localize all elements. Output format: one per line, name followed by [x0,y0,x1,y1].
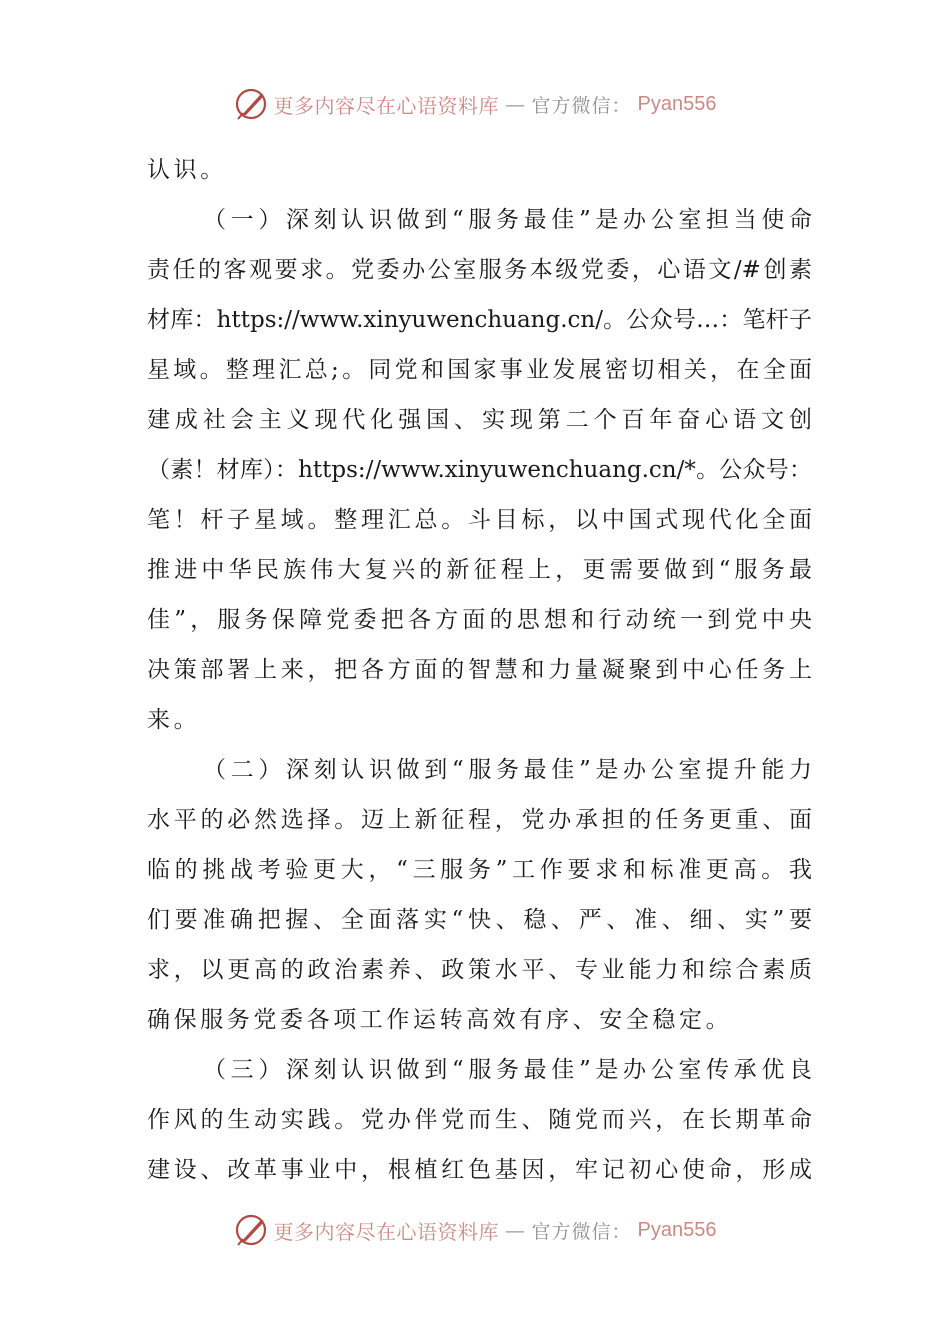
paragraph-3-start: （三）深刻认识做到“服务最佳”是办公室传承优良 [203,1057,812,1083]
text-line: 临的挑战考验更大，“三服务”工作要求和标准更高。我 [147,857,812,883]
watermark-wechat-id: Pyan556 [637,92,717,115]
text-line: 求，以更高的政治素养、政策水平、专业能力和综合素质 [147,957,812,983]
text-line: 建成社会主义现代化强国、实现第二个百年奋心语文创 [147,407,812,433]
text-line: 笔！杆子星域。整理汇总。斗目标，以中国式现代化全面 [147,507,812,533]
watermark-main-text: 更多内容尽在心语资料库 [273,93,499,118]
paragraph-1-start: （一）深刻认识做到“服务最佳”是办公室担当使命 [203,207,812,233]
text-line: 责任的客观要求。党委办公室服务本级党委，心语文/#创素 [147,257,812,283]
text-line: 建设、改革事业中，根植红色基因，牢记初心使命，形成 [147,1157,812,1183]
watermark-main-text: 更多内容尽在心语资料库 [273,1219,499,1244]
text-line: 星域。整理汇总;。同党和国家事业发展密切相关，在全面 [147,357,812,383]
text-line: 来。 [147,707,201,733]
text-line: 佳”，服务保障党委把各方面的思想和行动统一到党中央 [147,607,812,633]
text-line: 材库：https://www.xinyuwenchuang.cn/。公众号…：笔杆子 [147,307,812,333]
text-line: （素！材库）：https://www.xinyuwenchuang.cn/*。公众号： [147,457,812,483]
text-line: 决策部署上来，把各方面的智慧和力量凝聚到中心任务上 [147,657,812,683]
quill-logo-icon [234,1213,268,1247]
paragraph-2-start: （二）深刻认识做到“服务最佳”是办公室提升能力 [203,757,812,783]
document-body [147,145,812,1195]
watermark-wechat-id: Pyan556 [637,1218,717,1241]
text-line: 认识。 [147,157,227,183]
text-line: 确保服务党委各项工作运转高效有序、安全稳定。 [147,1007,733,1033]
header-watermark [0,84,950,124]
watermark-sub-text: 官方微信： [531,94,632,117]
quill-logo-icon [234,87,268,121]
text-line: 水平的必然选择。迈上新征程，党办承担的任务更重、面 [147,807,812,833]
footer-watermark [0,1210,950,1250]
text-line: 作风的生动实践。党办伴党而生、随党而兴，在长期革命 [147,1107,812,1133]
text-line: 推进中华民族伟大复兴的新征程上，更需要做到“服务最 [147,557,812,583]
text-line: 们要准确把握、全面落实“快、稳、严、准、细、实”要 [147,907,812,933]
watermark-dash: — [505,92,526,116]
watermark-sub-text: 官方微信： [531,1220,632,1243]
watermark-dash: — [505,1218,526,1242]
